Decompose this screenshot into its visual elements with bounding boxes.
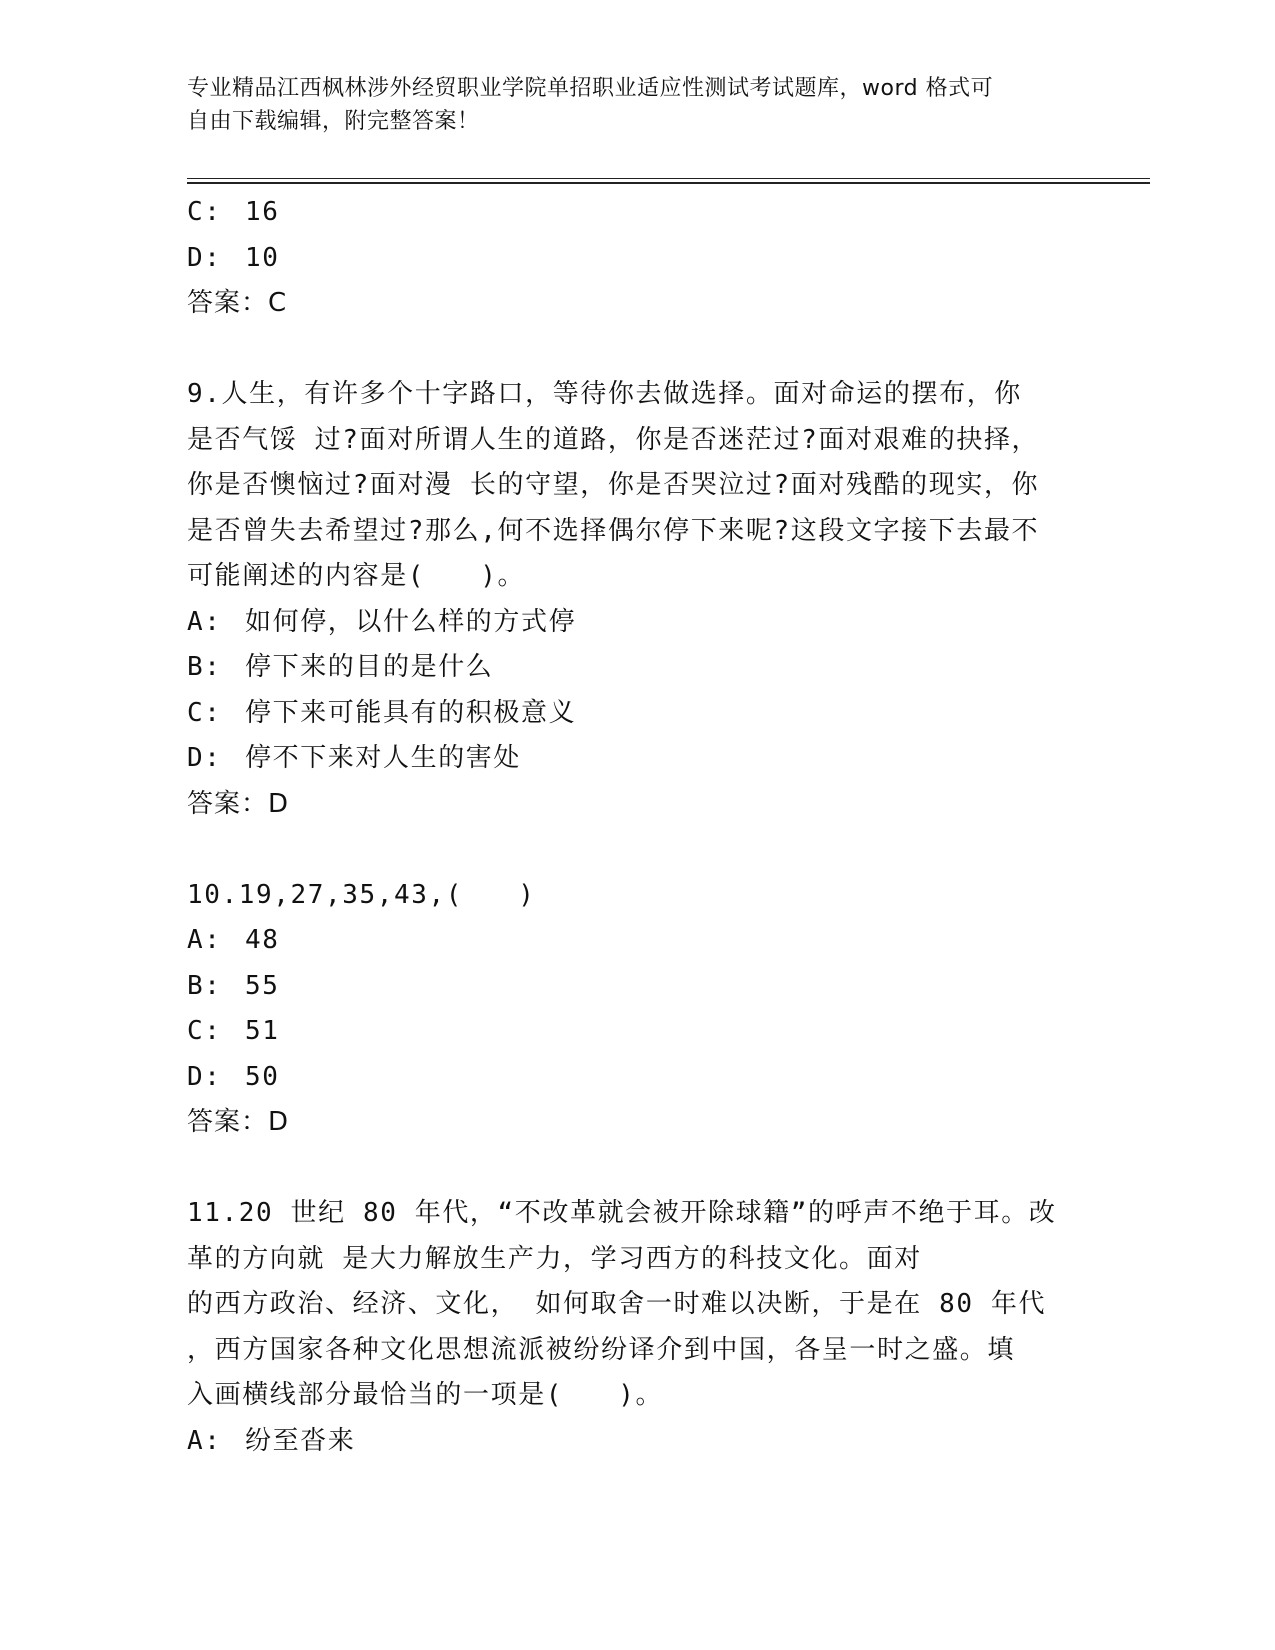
option-label: C: <box>187 197 222 227</box>
option-text: 48 <box>245 925 280 955</box>
option-label: B: <box>187 970 222 1001</box>
option-label: D: <box>187 242 222 273</box>
question-text-line: 革的方向就 是大力解放生产力，学习西方的科技文化。面对 <box>187 1243 922 1274</box>
option-text: 停下来的目的是什么 <box>245 652 494 682</box>
question-text-line: 9.人生，有许多个十字路口，等待你去做选择。面对命运的摆布，你 <box>187 379 1022 409</box>
answer-line: 答案：D <box>187 1107 290 1137</box>
option-d <box>187 236 1077 282</box>
spacer <box>187 327 1077 373</box>
question-11 <box>187 1191 1077 1464</box>
header-line-2: 自由下载编辑，附完整答案！ <box>187 109 480 134</box>
option-text: 50 <box>245 1061 280 1092</box>
option-label: A: <box>187 925 222 955</box>
question-9 <box>187 372 1077 827</box>
option-label: B: <box>187 652 222 682</box>
option-text: 16 <box>245 197 280 227</box>
spacer <box>187 1146 1077 1192</box>
option-c <box>187 1009 1077 1055</box>
option-text: 纷至沓来 <box>245 1425 356 1456</box>
header-line-1: 专业精品江西枫林涉外经贸职业学院单招职业适应性测试考试题库，word 格式可 <box>187 76 994 101</box>
option-label: A: <box>187 606 222 637</box>
option-a <box>187 600 1077 646</box>
option-text: 51 <box>245 1016 280 1046</box>
header-rule-thin <box>187 178 1150 179</box>
option-d <box>187 1055 1077 1101</box>
question-text-line: 可能阐述的内容是( )。 <box>187 561 526 591</box>
question-text-line: 是否曾失去希望过?那么,何不选择偶尔停下来呢?这段文字接下去最不 <box>187 515 1040 546</box>
question-text-line: 11.20 世纪 80 年代，“不改革就会被开除球籍”的呼声不绝于耳。改 <box>187 1198 1057 1228</box>
option-label: C: <box>187 1016 222 1046</box>
question-8 <box>187 190 1077 327</box>
question-text-line: 的西方政治、经济、文化， 如何取舍一时难以决断，于是在 80 年代 <box>187 1289 1047 1319</box>
answer-line: 答案：D <box>187 788 290 819</box>
question-text-line: 10.19,27,35,43,( ) <box>187 879 536 910</box>
option-label: A: <box>187 1425 222 1456</box>
option-text: 停下来可能具有的积极意义 <box>245 697 577 728</box>
option-label: C: <box>187 697 222 728</box>
option-text: 10 <box>245 242 280 273</box>
option-text: 如何停，以什么样的方式停 <box>245 606 577 637</box>
option-text: 停不下来对人生的害处 <box>245 743 522 773</box>
option-b <box>187 645 1077 691</box>
option-b <box>187 964 1077 1010</box>
document-header <box>187 72 1067 138</box>
question-text-line: 入画横线部分最恰当的一项是( )。 <box>187 1380 664 1410</box>
option-c <box>187 190 1077 236</box>
answer-line: 答案：C <box>187 288 288 318</box>
question-text-line: 是否气馁 过?面对所谓人生的道路，你是否迷茫过?面对艰难的抉择， <box>187 424 1040 455</box>
option-c <box>187 691 1077 737</box>
option-a <box>187 1419 1077 1465</box>
option-d <box>187 736 1077 782</box>
option-label: D: <box>187 743 222 773</box>
option-label: D: <box>187 1061 222 1092</box>
spacer <box>187 827 1077 873</box>
question-text-line: 你是否懊恼过?面对漫 长的守望，你是否哭泣过?面对残酷的现实，你 <box>187 470 1040 500</box>
option-text: 55 <box>245 970 280 1001</box>
option-a <box>187 918 1077 964</box>
question-10 <box>187 873 1077 1146</box>
header-rule-thick <box>187 182 1150 184</box>
document-body <box>187 190 1077 1464</box>
question-text-line: ，西方国家各种文化思想流派被纷纷译介到中国，各呈一时之盛。填 <box>187 1334 1016 1365</box>
